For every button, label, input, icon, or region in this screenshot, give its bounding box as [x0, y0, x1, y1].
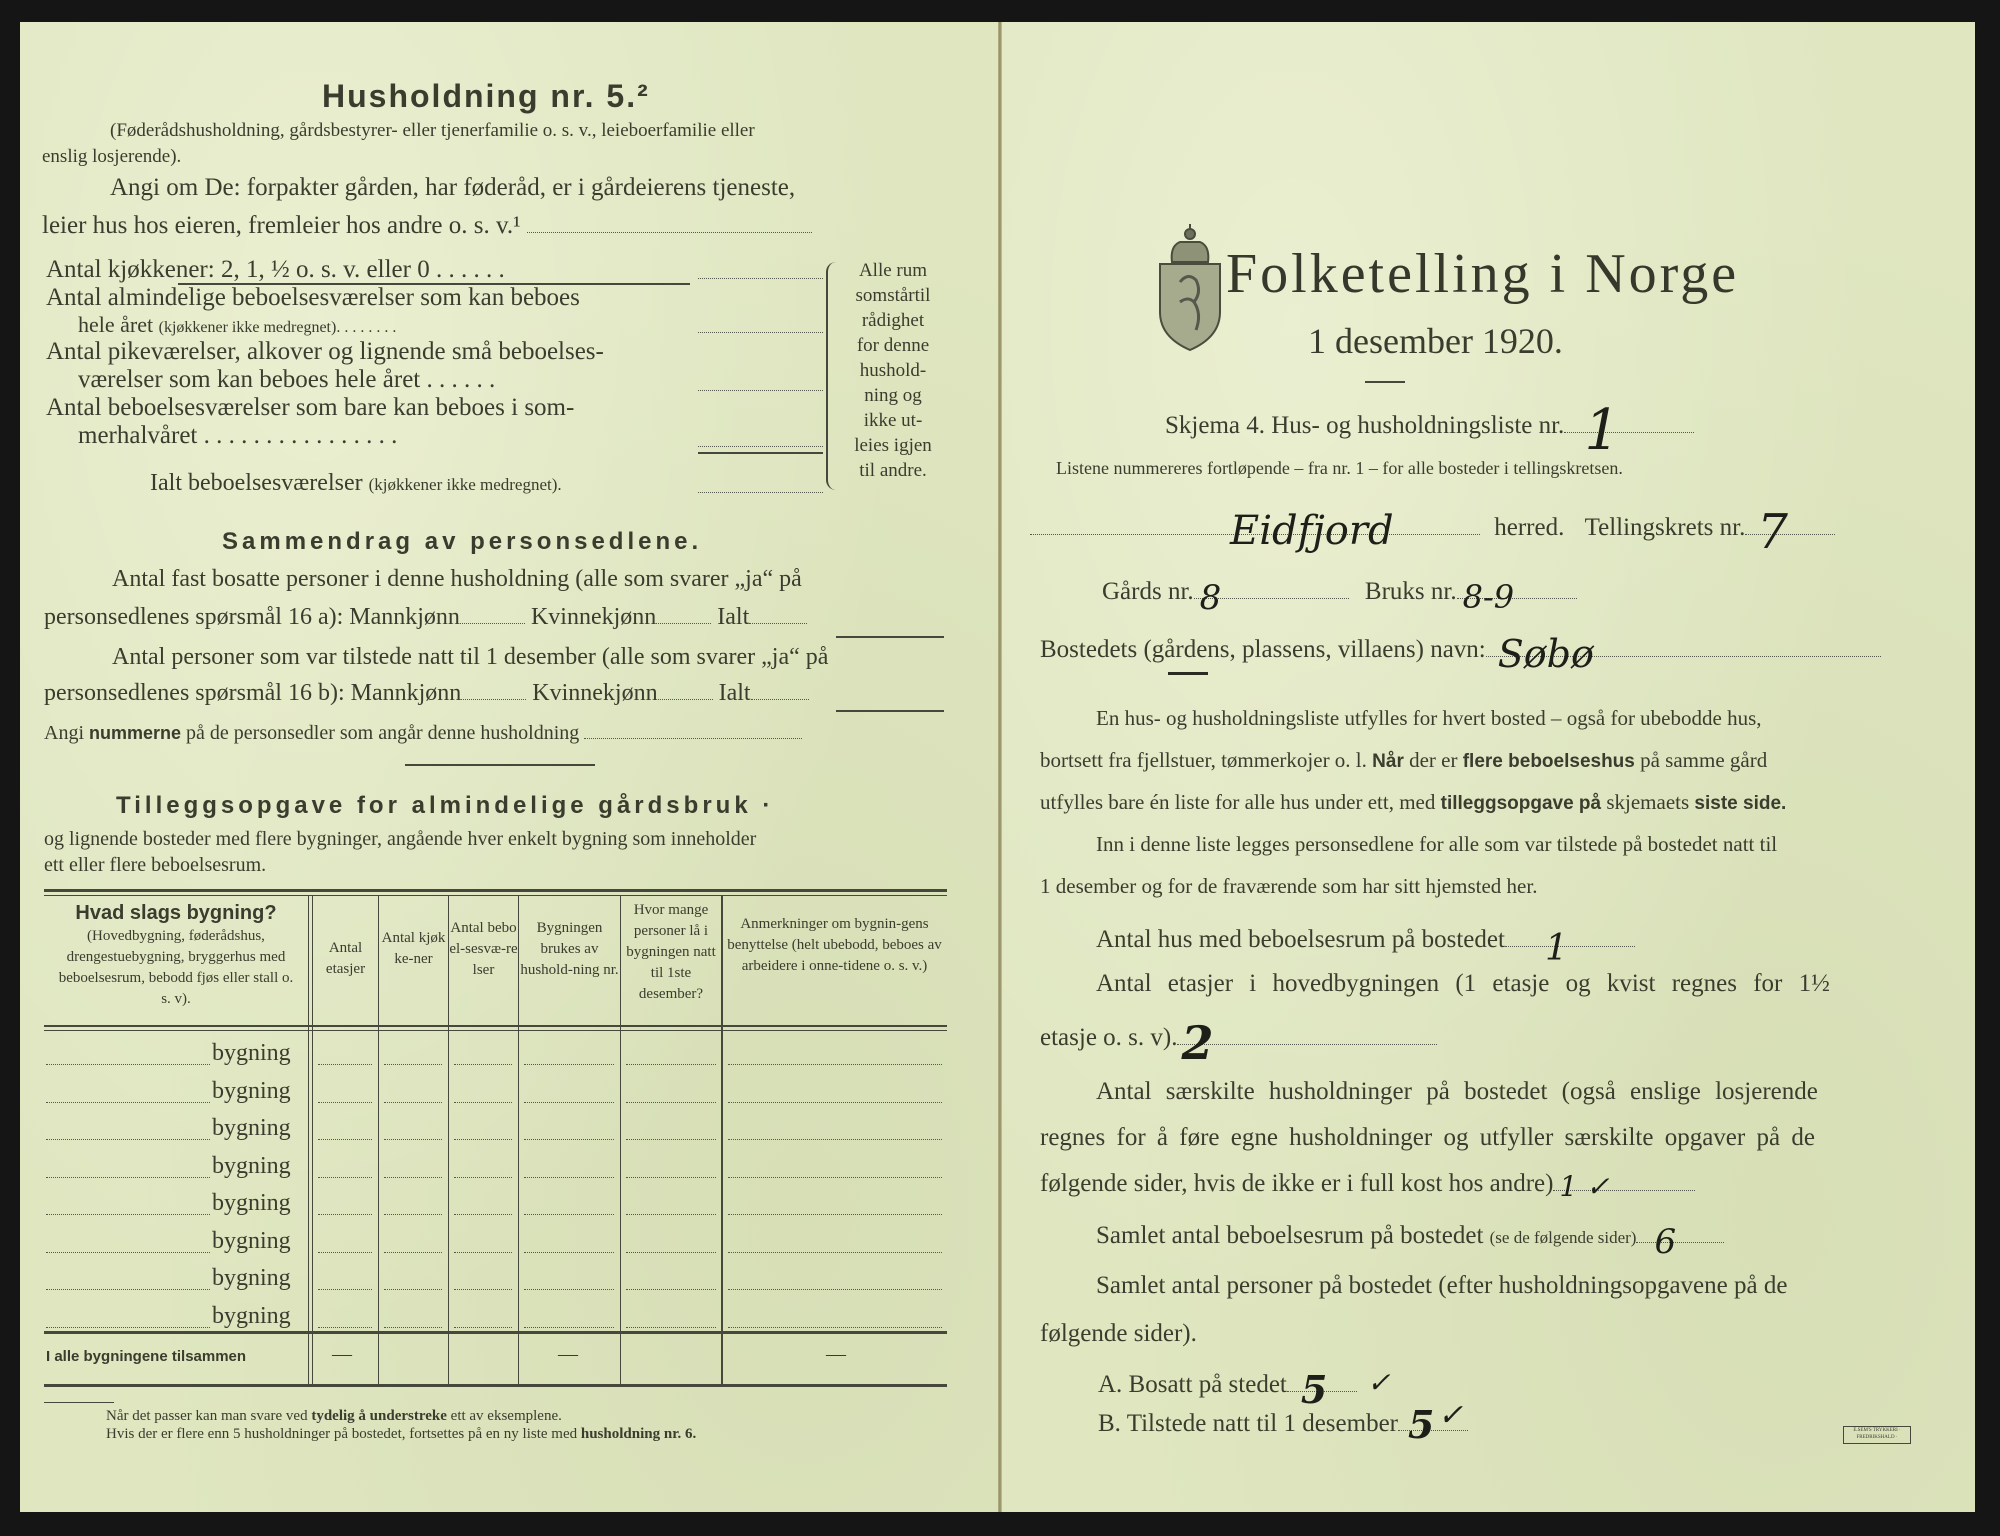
- coat-of-arms-icon: [1150, 222, 1230, 352]
- persons-line-1: Samlet antal personer på bostedet (efter husholdningsopgavene på de: [1096, 1272, 1788, 1299]
- instructions-text: bortsett fra fjellstuer, tømmerkojer o. l.: [1040, 748, 1367, 772]
- rooms-row: [1096, 1222, 1724, 1262]
- supplement-text-2: ett eller flere beboelsesrum.: [44, 854, 267, 876]
- household-question-1: Angi om De: forpakter gården, har føderåd, er i gårdeierens tjeneste,: [110, 174, 796, 201]
- table-top-rule-2: [44, 895, 947, 896]
- resident-female-field[interactable]: [656, 623, 711, 624]
- household-title: Husholdning nr. 5.²: [322, 78, 650, 114]
- ordinary-rooms-small: (kjøkkener ikke medregnet). . . . . . . .: [158, 319, 397, 336]
- side-note-line: hushold-: [859, 360, 927, 381]
- supplement-heading-text: Tilleggsopgave for almindelige gårdsbruk: [116, 792, 752, 819]
- section-divider: [405, 764, 595, 766]
- building-type-field[interactable]: [46, 1327, 210, 1328]
- instructions-p1-2: [1040, 748, 1767, 773]
- present-value: 5: [1408, 1402, 1435, 1447]
- instructions-p1-1: En hus- og husholdningsliste utfylles for hvert bosted – også for ubebodde hus,: [1096, 706, 1762, 730]
- table-header-kitchens: Antal kjøkke-ner: [381, 930, 446, 967]
- table-cell-field[interactable]: [454, 1177, 512, 1178]
- present-row: [1098, 1398, 1468, 1447]
- household-type-field[interactable]: [527, 232, 812, 233]
- table-cell-field[interactable]: [454, 1214, 512, 1215]
- summer-rooms-field[interactable]: [698, 434, 823, 447]
- census-date: 1 desember 1920.: [1308, 321, 1563, 361]
- table-cell-field[interactable]: [318, 1064, 372, 1065]
- col-sep: [308, 896, 309, 1384]
- instructions-p2-2: 1 desember og for de fraværende som har sitt hjemsted her.: [1040, 874, 1538, 898]
- brace: [826, 262, 838, 490]
- schema-number-value: 1: [1584, 398, 1620, 463]
- building-row-label: bygning: [212, 1190, 291, 1216]
- kitchens-field[interactable]: [698, 266, 823, 279]
- present-checkmark-icon: ✓: [1438, 1398, 1464, 1433]
- rooms-value: 6: [1654, 1222, 1677, 1262]
- building-type-title: Hvad slags bygning?: [75, 902, 277, 924]
- table-cell-field[interactable]: [626, 1214, 716, 1215]
- ordinary-rooms-label-2: [78, 312, 396, 338]
- building-row-label: bygning: [212, 1152, 291, 1179]
- table-header-rule-2: [44, 1030, 947, 1031]
- table-top-rule: [44, 889, 947, 892]
- footnote-1: [106, 1408, 562, 1425]
- table-cell-field[interactable]: [728, 1214, 942, 1215]
- building-row-label: bygning: [212, 1115, 291, 1141]
- table-cell-field[interactable]: [524, 1252, 614, 1253]
- table-bottom-rule: [44, 1384, 947, 1387]
- side-note-line: rådighet: [861, 310, 925, 331]
- floors-field[interactable]: [1177, 1016, 1437, 1070]
- rooms-label: Samlet antal beboelsesrum på bostedet: [1096, 1222, 1484, 1249]
- instructions-bold: Når: [1372, 751, 1404, 772]
- building-row-label: bygning: [212, 1077, 291, 1104]
- summary-present-1: Antal personer som var tilstede natt til 1 desember (alle som svarer „ja“ på: [112, 644, 829, 670]
- place-name-value: Søbø: [1497, 632, 1594, 676]
- present-female-label: Kvinnekjønn: [532, 680, 658, 706]
- gardens-underline: [1168, 672, 1208, 675]
- table-cell-field[interactable]: [626, 1177, 716, 1178]
- table-cell-field[interactable]: [728, 1139, 942, 1140]
- summer-rooms-underline: [698, 452, 823, 454]
- houses-field[interactable]: [1505, 928, 1635, 969]
- table-cell-field[interactable]: [626, 1139, 716, 1140]
- maids-rooms-label-2: værelser som kan beboes hele året . . . . . .: [78, 366, 496, 393]
- table-cell-field[interactable]: [524, 1139, 614, 1140]
- table-cell-field[interactable]: [318, 1102, 372, 1103]
- table-cell-field[interactable]: [626, 1252, 716, 1253]
- table-cell-field[interactable]: [454, 1327, 512, 1328]
- district-field[interactable]: [1745, 504, 1835, 560]
- summary-present-2: [44, 680, 809, 707]
- present-question-ref: personsedlenes spørsmål 16 b):: [44, 680, 345, 706]
- building-type-field[interactable]: [46, 1252, 210, 1253]
- place-row: [1040, 632, 1881, 676]
- page-fold: [998, 22, 1002, 1512]
- farm-number-field[interactable]: [1194, 578, 1349, 618]
- schema-number-field[interactable]: [1564, 398, 1694, 463]
- holding-label: Bruks nr.: [1364, 578, 1457, 605]
- footnote-divider: [44, 1402, 114, 1403]
- footnote-1-suffix: ett av eksemplene.: [450, 1408, 562, 1424]
- present-total-label: Ialt: [718, 680, 751, 706]
- table-cell-field[interactable]: [524, 1289, 614, 1290]
- kitchens-label: Antal kjøkkener: 2, 1, ½ o. s. v. eller 0 . . . . . .: [46, 256, 505, 283]
- table-header-rooms: Antal beboel-sesvæ-relser: [449, 920, 518, 978]
- resident-total-label: Ialt: [717, 604, 750, 630]
- footnote-2-prefix: Hvis der er flere enn 5 husholdninger på bostedet, fortsettes på en ny liste med: [106, 1426, 578, 1442]
- resident-male-label: Mannkjønn: [349, 604, 460, 630]
- total-rooms-small: (kjøkkener ikke medregnet).: [368, 475, 562, 494]
- table-cell-field[interactable]: [524, 1064, 614, 1065]
- table-cell-field[interactable]: [728, 1252, 942, 1253]
- present-total-underline: [836, 710, 944, 712]
- footnote-2: [106, 1426, 696, 1443]
- supplement-heading: Tilleggsopgave for almindelige gårdsbruk ·: [116, 792, 775, 819]
- table-cell-field[interactable]: [318, 1289, 372, 1290]
- table-cell-field[interactable]: [318, 1214, 372, 1215]
- table-cell-field[interactable]: [524, 1102, 614, 1103]
- census-title: Folketelling i Norge: [1226, 243, 1740, 305]
- household-subtitle-1: (Føderådshusholdning, gårdsbestyrer- eller tjenerfamilie o. s. v., leieboerfamilie eller: [110, 120, 755, 141]
- building-row-label: bygning: [212, 1227, 291, 1254]
- instructions-bold: tilleggsopgave på: [1440, 793, 1602, 814]
- table-cell-field[interactable]: [318, 1327, 372, 1328]
- summary-heading: Sammendrag av personsedlene.: [222, 528, 703, 555]
- household-question-2: [42, 212, 812, 240]
- holding-number-field[interactable]: [1457, 578, 1577, 616]
- houses-row: [1096, 926, 1635, 969]
- schema-label: Skjema 4. Hus- og husholdningsliste nr.: [1165, 412, 1565, 439]
- table-cell-field[interactable]: [454, 1102, 512, 1103]
- footnote-1-prefix: Når det passer kan man svare ved: [106, 1408, 308, 1424]
- households-field[interactable]: [1553, 1170, 1695, 1203]
- household-question-2-text: leier hus hos eieren, fremleier hos andre o. s. v.¹: [42, 212, 521, 239]
- side-note-line: ning og: [864, 385, 922, 406]
- building-type-field[interactable]: [46, 1139, 210, 1140]
- table-cell-field[interactable]: [454, 1139, 512, 1140]
- table-header-household: Bygningen brukes av hushold-ning nr.: [520, 920, 619, 978]
- floors-label: etasje o. s. v).: [1040, 1024, 1178, 1051]
- side-note-line: leies igjen: [854, 435, 932, 456]
- total-remarks: —: [826, 1343, 846, 1365]
- instructions-text: på samme gård: [1640, 748, 1768, 772]
- side-note-line: til andre.: [859, 460, 927, 481]
- table-total-label: I alle bygningene tilsammen: [46, 1348, 247, 1365]
- holding-number-value: 8-9: [1462, 578, 1515, 616]
- table-body-rule: [44, 1331, 947, 1334]
- summary-resident-1: Antal fast bosatte personer i denne husholdning (alle som svarer „ja“ på: [112, 566, 802, 592]
- instructions-p1-3: [1040, 790, 1786, 815]
- resident-label: A. Bosatt på stedet: [1098, 1371, 1287, 1398]
- households-line-1: Antal særskilte husholdninger på bostedet (også enslige losjerende: [1096, 1078, 1818, 1105]
- summer-rooms-label-1: Antal beboelsesværelser som bare kan beboes i som-: [46, 394, 575, 421]
- instructions-text: skjemaets: [1606, 790, 1690, 814]
- person-numbers-field[interactable]: [584, 738, 802, 739]
- instructions-p2-1: Inn i denne liste legges personsedlene for alle som var tilstede på bostedet natt til: [1096, 832, 1778, 856]
- resident-value: 5: [1300, 1367, 1328, 1412]
- building-type-field[interactable]: [46, 1177, 210, 1178]
- resident-row: [1098, 1366, 1391, 1412]
- total-rooms-field[interactable]: [698, 480, 823, 493]
- table-cell-field[interactable]: [524, 1327, 614, 1328]
- table-cell-field[interactable]: [384, 1252, 442, 1253]
- summer-rooms-label-2: merhalvåret . . . . . . . . . . . . . . . .: [78, 422, 398, 449]
- instructions-bold: siste side.: [1694, 793, 1787, 814]
- table-cell-field[interactable]: [728, 1102, 942, 1103]
- table-cell-field[interactable]: [454, 1289, 512, 1290]
- table-header-floors: Antal etasjer: [325, 940, 366, 977]
- total-rooms-text: Ialt beboelsesværelser: [150, 470, 363, 496]
- ordinary-rooms-text: hele året: [78, 312, 154, 337]
- present-field[interactable]: [1398, 1398, 1468, 1447]
- total-rooms-label: [150, 470, 562, 497]
- present-label: B. Tilstede natt til 1 desember: [1098, 1410, 1398, 1437]
- households-label: følgende sider, hvis de ikke er i full kost hos andre): [1040, 1170, 1554, 1197]
- title-divider: [1365, 381, 1405, 383]
- building-type-field[interactable]: [46, 1214, 210, 1215]
- table-cell-field[interactable]: [728, 1177, 942, 1178]
- municipality-field[interactable]: [1030, 508, 1480, 554]
- table-cell-field[interactable]: [318, 1252, 372, 1253]
- instructions-text: utfylles bare én liste for alle hus under ett, med: [1040, 790, 1436, 814]
- numbering-note: Listene nummereres fortløpende – fra nr. 1 – for alle bosteder i tellingskretsen.: [1056, 458, 1623, 478]
- farm-label: Gårds nr.: [1102, 578, 1194, 605]
- table-header-rule: [44, 1025, 947, 1027]
- person-numbers-bold: nummerne: [89, 723, 182, 743]
- table-cell-field[interactable]: [384, 1102, 442, 1103]
- person-numbers-suffix: på de personsedler som angår denne husholdning: [186, 722, 580, 744]
- person-numbers-row: [44, 722, 802, 745]
- building-type-field[interactable]: [46, 1102, 210, 1103]
- side-note-line: somstårtil: [855, 285, 931, 306]
- building-row-label: bygning: [212, 1265, 291, 1291]
- municipality-row: [1030, 504, 1835, 560]
- resident-total-underline: [836, 636, 944, 638]
- table-cell-field[interactable]: [318, 1177, 372, 1178]
- building-row-label: bygning: [212, 1302, 291, 1329]
- district-value: 7: [1757, 504, 1788, 560]
- households-line-2: regnes for å føre egne husholdninger og utfyller særskilte opgaver på de: [1040, 1124, 1815, 1151]
- household-subtitle-2: enslig losjerende).: [42, 146, 182, 167]
- houses-value: 1: [1544, 928, 1568, 969]
- ordinary-rooms-label-1: Antal almindelige beboelsesværelser som kan beboes: [46, 284, 580, 311]
- table-header-remarks: Anmerkninger om bygnin-gens benyttelse (helt ubebodd, beboes av arbeidere i onne-tidene o. s. v.): [727, 916, 942, 974]
- instructions-text: der er: [1409, 748, 1458, 772]
- place-name-field[interactable]: [1486, 632, 1881, 676]
- table-cell-field[interactable]: [384, 1177, 442, 1178]
- resident-total-field[interactable]: [749, 623, 807, 624]
- table-cell-field[interactable]: [626, 1102, 716, 1103]
- table-header-building-type: [44, 900, 308, 1010]
- total-floors: —: [332, 1343, 352, 1365]
- instructions-bold: flere beboelseshus: [1462, 751, 1635, 772]
- place-label: Bostedets (gårdens, plassens, villaens) navn:: [1040, 636, 1486, 663]
- floors-row: [1040, 1016, 1437, 1070]
- table-cell-field[interactable]: [384, 1064, 442, 1065]
- table-cell-field[interactable]: [626, 1064, 716, 1065]
- building-type-field[interactable]: [46, 1289, 210, 1290]
- table-cell-field[interactable]: [728, 1064, 942, 1065]
- table-cell-field[interactable]: [728, 1289, 942, 1290]
- table-cell-field[interactable]: [626, 1289, 716, 1290]
- municipality-value: Eidfjord: [1230, 508, 1394, 554]
- footnote-2-bold: husholdning nr. 6.: [580, 1426, 697, 1442]
- person-numbers-prefix: Angi: [44, 722, 84, 744]
- table-cell-field[interactable]: [384, 1327, 442, 1328]
- supplement-text-1: og lignende bosteder med flere bygninger, angående hver enkelt bygning som inneholder: [44, 828, 757, 850]
- side-note-line: for denne: [856, 335, 930, 356]
- table-cell-field[interactable]: [384, 1289, 442, 1290]
- side-note-line: ikke ut-: [863, 410, 923, 431]
- table-cell-field[interactable]: [384, 1214, 442, 1215]
- floors-value: 2: [1181, 1016, 1214, 1070]
- col-sep: [721, 896, 723, 1384]
- table-cell-field[interactable]: [384, 1139, 442, 1140]
- persons-line-2: følgende sider).: [1040, 1320, 1197, 1347]
- present-total-field[interactable]: [751, 699, 809, 700]
- maids-rooms-label-1: Antal pikeværelser, alkover og lignende små beboelses-: [46, 338, 604, 365]
- district-label: Tellingskrets nr.: [1584, 514, 1746, 541]
- resident-female-label: Kvinnekjønn: [530, 604, 657, 630]
- floors-line-1: Antal etasjer i hovedbygningen (1 etasje og kvist regnes for 1½: [1096, 970, 1830, 997]
- farm-row: [1102, 578, 1577, 618]
- resident-question-ref: personsedlenes spørsmål 16 a):: [44, 604, 344, 630]
- table-cell-field[interactable]: [318, 1139, 372, 1140]
- table-cell-field[interactable]: [454, 1064, 512, 1065]
- rooms-small: (se de følgende sider): [1489, 1228, 1637, 1247]
- present-female-field[interactable]: [658, 699, 713, 700]
- households-value: 1 ✓: [1559, 1170, 1610, 1203]
- present-male-label: Mannkjønn: [350, 680, 462, 706]
- table-cell-field[interactable]: [524, 1177, 614, 1178]
- schema-row: [1165, 398, 1694, 463]
- resident-male-field[interactable]: [460, 623, 525, 624]
- resident-field[interactable]: [1287, 1367, 1357, 1412]
- table-cell-field[interactable]: [626, 1327, 716, 1328]
- side-note: [848, 258, 938, 483]
- printer-stamp: E.SEM'S TRYKKERI · FREDRIKSHALD ·: [1843, 1426, 1911, 1444]
- building-row-label: bygning: [212, 1040, 291, 1066]
- side-note-line: Alle rum: [858, 260, 928, 281]
- table-cell-field[interactable]: [454, 1252, 512, 1253]
- ordinary-rooms-field[interactable]: [698, 320, 823, 333]
- present-male-field[interactable]: [461, 699, 526, 700]
- houses-label: Antal hus med beboelsesrum på bostedet: [1096, 926, 1505, 953]
- summary-resident-2: [44, 604, 807, 631]
- resident-checkmark-icon: ✓: [1367, 1366, 1391, 1399]
- farm-number-value: 8: [1199, 578, 1222, 618]
- table-cell-field[interactable]: [728, 1327, 942, 1328]
- building-type-field[interactable]: [46, 1064, 210, 1065]
- households-row: [1040, 1170, 1695, 1203]
- footnote-1-bold: tydelig å understreke: [311, 1408, 447, 1424]
- table-cell-field[interactable]: [524, 1214, 614, 1215]
- maids-rooms-field[interactable]: [698, 378, 823, 391]
- building-type-desc: (Hovedbygning, føderådshus, drengestuebygning, bryggerhus med beboelsesrum, bebodd fjøs eller stall o. s. v).: [58, 928, 294, 1007]
- rooms-field[interactable]: [1636, 1222, 1724, 1262]
- municipality-label: herred.: [1494, 514, 1565, 541]
- total-household: —: [558, 1343, 578, 1365]
- table-header-persons: Hvor mange personer lå i bygningen natt til 1ste desember?: [626, 902, 716, 1002]
